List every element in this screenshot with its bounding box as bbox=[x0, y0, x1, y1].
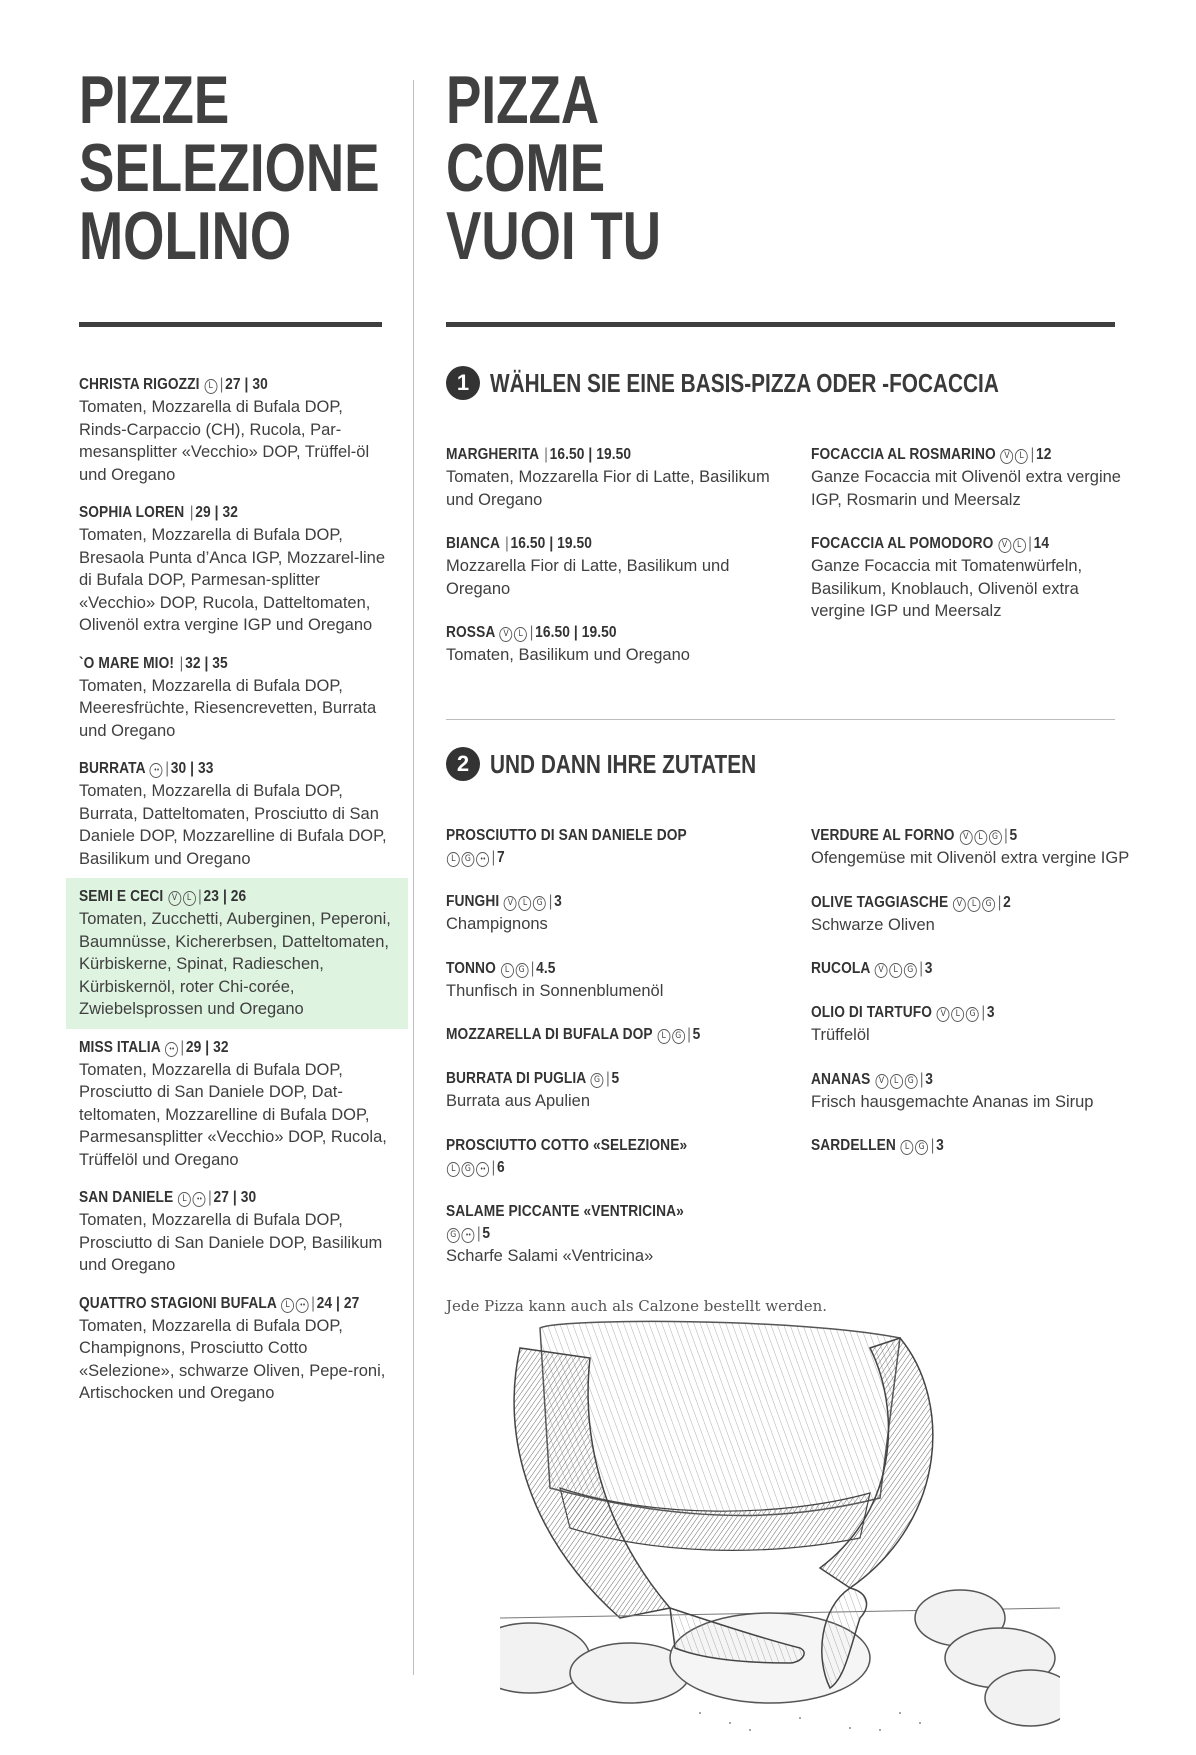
lactose-free-icon: L bbox=[178, 1192, 191, 1207]
vegan-icon: V bbox=[875, 1074, 888, 1089]
menu-item-symbols bbox=[952, 894, 996, 911]
menu-item-header bbox=[446, 622, 730, 644]
lactose-free-icon: L bbox=[501, 963, 514, 978]
smiley-face-icon: •• bbox=[461, 1228, 474, 1243]
menu-item-description: Champignons bbox=[446, 915, 548, 933]
separator: | bbox=[208, 1189, 212, 1206]
menu-item-price: 3 bbox=[925, 1070, 933, 1088]
menu-item-price: 16.50 | 19.50 bbox=[535, 624, 617, 641]
menu-item-price: 29 | 32 bbox=[195, 504, 239, 521]
menu-item-symbols bbox=[177, 1189, 206, 1206]
menu-item-description: Tomaten, Mozzarella di Bufala DOP, Rinds-Carpaccio (CH), Rucola, Par-mesansplitter «Vecchio» DOP, Trüffel-öl und Oregano bbox=[79, 398, 370, 484]
menu-item-name: CHRISTA RIGOZZI bbox=[79, 376, 200, 393]
menu-item-header bbox=[79, 502, 347, 524]
menu-item-name: SAN DANIELE bbox=[79, 1189, 174, 1206]
separator: | bbox=[548, 893, 553, 910]
left-title-line: SELEZIONE bbox=[79, 130, 380, 206]
separator: | bbox=[198, 888, 202, 905]
menu-item bbox=[79, 886, 391, 1021]
menu-item-name: BIANCA bbox=[446, 535, 500, 552]
menu-item-symbols bbox=[656, 1026, 685, 1043]
menu-item-name: OLIVE TAGGIASCHE bbox=[811, 893, 949, 911]
menu-item-header bbox=[446, 533, 730, 555]
menu-item-price: 24 | 27 bbox=[316, 1294, 360, 1312]
menu-item bbox=[446, 533, 776, 600]
lactose-free-icon: L bbox=[657, 1029, 670, 1044]
menu-item-name: SOPHIA LOREN bbox=[79, 504, 185, 521]
menu-item bbox=[446, 958, 776, 1003]
separator: | bbox=[687, 1026, 691, 1043]
menu-item-symbols bbox=[936, 1004, 980, 1021]
lactose-free-icon: L bbox=[447, 1162, 460, 1177]
section-divider bbox=[446, 719, 1115, 720]
vegan-icon: V bbox=[504, 896, 517, 911]
menu-item-name: VERDURE AL FORNO bbox=[811, 827, 955, 844]
vegan-icon: V bbox=[875, 963, 888, 978]
menu-item-description: Tomaten, Mozzarella di Bufala DOP, Champignons, Prosciutto Cotto «Selezione», schwarze Oliven, Pepe-roni, Artischocken und Oregano bbox=[79, 1316, 386, 1402]
menu-item-name: ANANAS bbox=[811, 1070, 871, 1088]
menu-item bbox=[811, 892, 1131, 937]
right-title bbox=[446, 62, 662, 274]
separator: | bbox=[529, 624, 534, 641]
menu-item-name: ROSSA bbox=[446, 624, 495, 641]
menu-item-header bbox=[811, 444, 1086, 466]
section-2-header bbox=[446, 747, 823, 781]
menu-item-price: 2 bbox=[1003, 893, 1011, 911]
menu-item-description: Thunfisch in Sonnenblumenöl bbox=[446, 981, 664, 1000]
right-title-rule bbox=[446, 322, 1115, 327]
menu-item bbox=[446, 1135, 776, 1179]
separator: | bbox=[606, 1070, 610, 1087]
gluten-free-icon: G bbox=[591, 1073, 604, 1088]
menu-item-description: Tomaten, Basilikum und Oregano bbox=[446, 646, 690, 664]
menu-item-header bbox=[811, 1069, 1086, 1091]
menu-item-name: `O MARE MIO! bbox=[79, 654, 175, 672]
menu-item-header bbox=[811, 958, 1086, 980]
section-title: WÄHLEN SIE EINE BASIS-PIZZA ODER -FOCACCIA bbox=[490, 367, 999, 398]
gluten-free-icon: G bbox=[982, 897, 995, 912]
smiley-face-icon: •• bbox=[476, 852, 489, 867]
separator: | bbox=[1030, 446, 1035, 463]
menu-item-price: 5 bbox=[611, 1070, 620, 1087]
menu-item-symbols bbox=[149, 760, 164, 777]
menu-item-header bbox=[446, 958, 730, 980]
menu-item bbox=[79, 1037, 391, 1172]
right-title-line: VUOI TU bbox=[446, 198, 662, 274]
menu-item-description: Tomaten, Mozzarella di Bufala DOP, Prosciutto di San Daniele DOP, Dat-teltomaten, Mozzarelline di Bufala DOP, Parmesansplitter «Vecchio» DOP, Rucola, Trüffelöl und Oregano bbox=[79, 1060, 387, 1169]
menu-item-header bbox=[79, 374, 347, 396]
menu-item-header bbox=[79, 1037, 347, 1059]
lactose-free-icon: L bbox=[514, 627, 527, 642]
right-title-line: PIZZA bbox=[446, 62, 600, 138]
menu-item-price: 16.50 | 19.50 bbox=[549, 446, 632, 463]
vegan-icon: V bbox=[998, 538, 1011, 553]
menu-item-header bbox=[446, 1024, 730, 1046]
menu-item-header bbox=[811, 892, 1086, 914]
separator: | bbox=[311, 1294, 315, 1312]
separator: | bbox=[1004, 827, 1008, 844]
menu-item-header bbox=[811, 533, 1086, 555]
menu-item-name: BURRATA DI PUGLIA bbox=[446, 1070, 586, 1087]
gluten-free-icon: G bbox=[904, 963, 917, 978]
gluten-free-icon: G bbox=[989, 830, 1002, 845]
menu-item-symbols bbox=[958, 827, 1002, 844]
left-title bbox=[79, 62, 380, 274]
menu-item-name: MOZZARELLA DI BUFALA DOP bbox=[446, 1026, 653, 1043]
menu-item bbox=[446, 444, 776, 511]
menu-item bbox=[811, 1002, 1131, 1047]
menu-item bbox=[446, 1201, 776, 1268]
menu-item-header bbox=[79, 653, 347, 675]
menu-item-description: Tomaten, Mozzarella Fior di Latte, Basilikum und Oregano bbox=[446, 468, 770, 509]
lactose-free-icon: L bbox=[519, 896, 532, 911]
menu-item bbox=[79, 374, 391, 486]
menu-item-header bbox=[811, 1002, 1086, 1024]
menu-item-price: 3 bbox=[924, 960, 933, 977]
smiley-face-icon: •• bbox=[296, 1298, 309, 1313]
menu-item-symbols bbox=[503, 893, 547, 910]
menu-item bbox=[811, 533, 1131, 623]
menu-item-description: Mozzarella Fior di Latte, Basilikum und Oregano bbox=[446, 557, 730, 598]
menu-item-name: FOCACCIA AL POMODORO bbox=[811, 535, 994, 552]
left-title-rule bbox=[79, 322, 382, 327]
menu-item bbox=[446, 622, 776, 667]
menu-item-price: 29 | 32 bbox=[185, 1038, 229, 1056]
menu-item-header bbox=[79, 1187, 347, 1209]
separator: | bbox=[919, 1070, 924, 1088]
menu-item-description: Tomaten, Mozzarella di Bufala DOP, Bresaola Punta d’Anca IGP, Mozzarel-line di Bufala DOP, Parmesan-splitter «Vecchio» DOP, Rucola, Datteltomaten, Olivenöl extra vergine IGP und Oregano bbox=[79, 526, 386, 634]
menu-item-header bbox=[79, 758, 347, 780]
smiley-face-icon: •• bbox=[476, 1162, 489, 1177]
menu-item-name: SALAME PICCANTE «VENTRICINA» bbox=[446, 1202, 684, 1220]
gluten-free-icon: G bbox=[904, 1074, 917, 1089]
menu-item-price: 3 bbox=[936, 1137, 944, 1154]
menu-item bbox=[79, 758, 391, 870]
menu-item-price: 5 bbox=[692, 1026, 701, 1043]
menu-item-symbols bbox=[590, 1070, 605, 1087]
lactose-free-icon: L bbox=[889, 963, 902, 978]
menu-item bbox=[811, 444, 1131, 511]
column-divider bbox=[413, 80, 414, 1675]
selezione-molino-list bbox=[79, 374, 391, 1421]
menu-item-price: 3 bbox=[554, 893, 562, 910]
section-title: UND DANN IHRE ZUTATEN bbox=[490, 748, 757, 779]
vegan-icon: V bbox=[937, 1007, 950, 1022]
menu-item-name: FOCACCIA AL ROSMARINO bbox=[811, 446, 996, 463]
menu-item-symbols bbox=[446, 1159, 490, 1176]
menu-item-price: 12 bbox=[1036, 446, 1052, 463]
menu-item-name: MARGHERITA bbox=[446, 446, 539, 463]
base-pizza-list bbox=[446, 444, 776, 689]
menu-item-price: 14 bbox=[1033, 535, 1050, 552]
menu-item-description: Ganze Focaccia mit Tomatenwürfeln, Basilikum, Knoblauch, Olivenöl extra vergine IGP und Meersalz bbox=[811, 557, 1083, 620]
menu-item-header bbox=[446, 1135, 730, 1179]
lactose-free-icon: L bbox=[974, 830, 987, 845]
separator: | bbox=[981, 1004, 986, 1021]
menu-item bbox=[79, 502, 391, 637]
menu-item-description: Tomaten, Mozzarella di Bufala DOP, Meeresfrüchte, Riesencrevetten, Burrata und Oregano bbox=[79, 676, 377, 740]
separator: | bbox=[530, 959, 535, 977]
menu-item-description: Ganze Focaccia mit Olivenöl extra vergine IGP, Rosmarin und Meersalz bbox=[811, 468, 1121, 509]
menu-item bbox=[811, 1069, 1131, 1114]
section-1-header bbox=[446, 366, 1126, 400]
menu-item-price: 4.5 bbox=[536, 959, 556, 977]
section-number-badge: 2 bbox=[446, 747, 480, 781]
left-title-line: MOLINO bbox=[79, 198, 292, 274]
menu-item bbox=[79, 1187, 391, 1277]
menu-item bbox=[446, 1024, 776, 1046]
pizza-maker-hands-illustration bbox=[500, 1318, 1060, 1738]
vegan-icon: V bbox=[1001, 449, 1014, 464]
menu-item-header bbox=[446, 891, 730, 913]
menu-item-name: FUNGHI bbox=[446, 893, 500, 910]
menu-item-description: Tomaten, Mozzarella di Bufala DOP, Prosciutto di San Daniele DOP, Basilikum und Oregano bbox=[79, 1211, 383, 1274]
lactose-free-icon: L bbox=[890, 1074, 903, 1089]
separator: | bbox=[189, 504, 194, 521]
menu-item-description: Tomaten, Zucchetti, Auberginen, Peperoni, Baumnüsse, Kichererbsen, Datteltomaten, Kürbiskerne, Spinat, Radieschen, Kürbiskernöl, roter Chi-corée, Zwiebelsprossen und Oregano bbox=[79, 910, 391, 1018]
left-title-line: PIZZE bbox=[79, 62, 230, 138]
menu-item-price: 27 | 30 bbox=[225, 376, 268, 393]
menu-item bbox=[811, 825, 1131, 870]
menu-item-price: 27 | 30 bbox=[213, 1189, 257, 1206]
calzone-note: Jede Pizza kann auch als Calzone bestellt werden. bbox=[446, 1297, 828, 1315]
lactose-free-icon: L bbox=[968, 897, 981, 912]
gluten-free-icon: G bbox=[461, 852, 474, 867]
lactose-free-icon: L bbox=[1015, 449, 1028, 464]
menu-item-header bbox=[811, 825, 1086, 847]
menu-item-name: SARDELLEN bbox=[811, 1137, 896, 1154]
separator: | bbox=[491, 849, 496, 866]
menu-item-symbols bbox=[280, 1295, 309, 1312]
separator: | bbox=[930, 1137, 935, 1154]
menu-item-symbols bbox=[164, 1039, 179, 1056]
menu-item-name: PROSCIUTTO DI SAN DANIELE DOP bbox=[446, 827, 687, 844]
lactose-free-icon: L bbox=[281, 1298, 294, 1313]
section-number-badge: 1 bbox=[446, 366, 480, 400]
gluten-free-icon: G bbox=[447, 1228, 460, 1243]
menu-item-price: 6 bbox=[496, 1158, 505, 1176]
menu-item-name: BURRATA bbox=[79, 760, 146, 777]
separator: | bbox=[997, 893, 1002, 911]
gluten-free-icon: G bbox=[515, 963, 528, 978]
lactose-free-icon: L bbox=[1013, 538, 1026, 553]
menu-item-symbols bbox=[1000, 446, 1029, 463]
smiley-face-icon: •• bbox=[193, 1192, 206, 1207]
separator: | bbox=[165, 760, 170, 777]
menu-item-name: SEMI E CECI bbox=[79, 888, 164, 905]
menu-item-header bbox=[811, 1135, 1086, 1157]
separator: | bbox=[180, 1038, 185, 1056]
vegan-icon: V bbox=[959, 830, 972, 845]
lactose-free-icon: L bbox=[204, 379, 217, 394]
smiley-face-icon: •• bbox=[150, 763, 163, 778]
menu-item-symbols bbox=[203, 376, 218, 393]
menu-item-header bbox=[446, 825, 730, 869]
menu-item-header bbox=[79, 886, 347, 908]
menu-item-description: Schwarze Oliven bbox=[811, 915, 935, 934]
menu-item-price: 23 | 26 bbox=[203, 888, 247, 905]
separator: | bbox=[219, 376, 224, 393]
lactose-free-icon: L bbox=[183, 891, 196, 906]
menu-item-price: 16.50 | 19.50 bbox=[510, 535, 593, 552]
menu-item-symbols bbox=[446, 849, 490, 866]
menu-item-symbols bbox=[500, 960, 529, 977]
menu-item bbox=[79, 1293, 391, 1405]
toppings-list-b bbox=[811, 825, 1131, 1179]
menu-item bbox=[811, 1135, 1131, 1157]
focaccia-list bbox=[811, 444, 1131, 645]
menu-item-price: 32 | 35 bbox=[185, 654, 228, 672]
lactose-free-icon: L bbox=[447, 852, 460, 867]
menu-item-price: 3 bbox=[986, 1004, 995, 1021]
gluten-free-icon: G bbox=[915, 1140, 928, 1155]
menu-item-description: Scharfe Salami «Ventricina» bbox=[446, 1246, 654, 1265]
menu-item-header bbox=[446, 1068, 730, 1090]
menu-item-description: Frisch hausgemachte Ananas im Sirup bbox=[811, 1092, 1094, 1111]
right-title-line: COME bbox=[446, 130, 606, 206]
vegan-icon: V bbox=[500, 627, 513, 642]
menu-item bbox=[811, 958, 1131, 980]
menu-item-price: 30 | 33 bbox=[170, 760, 214, 777]
menu-item bbox=[446, 891, 776, 936]
menu-item-description: Ofengemüse mit Olivenöl extra vergine IGP bbox=[811, 849, 1130, 867]
menu-item-description: Tomaten, Mozzarella di Bufala DOP, Burrata, Datteltomaten, Prosciutto di San Daniele DOP, Mozzarelline di Bufala DOP, Basilikum und Oregano bbox=[79, 782, 387, 868]
separator: | bbox=[919, 960, 924, 977]
menu-item-name: TONNO bbox=[446, 959, 496, 977]
menu-item bbox=[446, 825, 776, 869]
separator: | bbox=[491, 1158, 496, 1176]
separator: | bbox=[505, 535, 509, 552]
menu-item-symbols bbox=[499, 624, 528, 641]
menu-item-symbols bbox=[900, 1137, 929, 1154]
menu-item-symbols bbox=[446, 1225, 475, 1242]
smiley-face-icon: •• bbox=[165, 1042, 178, 1057]
menu-item-name: PROSCIUTTO COTTO «SELEZIONE» bbox=[446, 1136, 688, 1154]
gluten-free-icon: G bbox=[672, 1029, 685, 1044]
menu-item-description: Burrata aus Apulien bbox=[446, 1092, 591, 1110]
menu-item-price: 7 bbox=[496, 849, 505, 866]
gluten-free-icon: G bbox=[966, 1007, 979, 1022]
menu-item-price: 5 bbox=[482, 1224, 491, 1242]
menu-item-header bbox=[79, 1293, 360, 1315]
menu-item-name: QUATTRO STAGIONI BUFALA bbox=[79, 1294, 277, 1312]
menu-item-name: MISS ITALIA bbox=[79, 1038, 161, 1056]
gluten-free-icon: G bbox=[461, 1162, 474, 1177]
menu-item-price: 5 bbox=[1009, 827, 1018, 844]
menu-item bbox=[446, 1068, 776, 1113]
gluten-free-icon: G bbox=[533, 896, 546, 911]
separator: | bbox=[544, 446, 548, 463]
toppings-list-a bbox=[446, 825, 776, 1289]
separator: | bbox=[179, 654, 184, 672]
menu-item-header bbox=[446, 444, 730, 466]
menu-item bbox=[79, 653, 391, 743]
menu-item-symbols bbox=[874, 960, 918, 977]
menu-item-name: OLIO DI TARTUFO bbox=[811, 1004, 933, 1021]
lactose-free-icon: L bbox=[951, 1007, 964, 1022]
menu-item-description: Trüffelöl bbox=[811, 1026, 870, 1044]
menu-item-symbols bbox=[997, 535, 1026, 552]
menu-item-symbols bbox=[167, 888, 196, 905]
vegan-icon: V bbox=[953, 897, 966, 912]
menu-item-name: RUCOLA bbox=[811, 960, 870, 977]
vegan-icon: V bbox=[168, 891, 181, 906]
separator: | bbox=[1028, 535, 1032, 552]
menu-item-symbols bbox=[874, 1071, 918, 1088]
menu-item-header bbox=[446, 1201, 730, 1245]
lactose-free-icon: L bbox=[901, 1140, 914, 1155]
separator: | bbox=[476, 1224, 481, 1242]
